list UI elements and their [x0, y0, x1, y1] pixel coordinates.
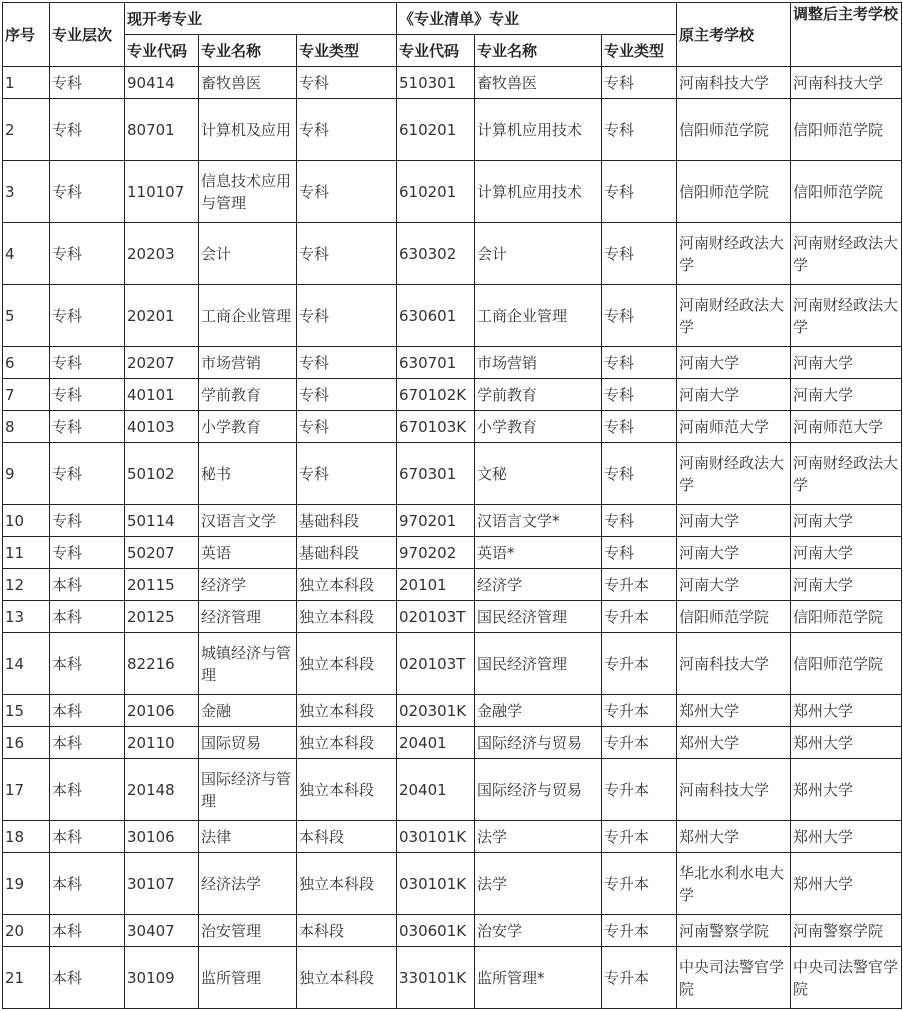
cell-list-type: 专升本 — [602, 915, 677, 947]
cell-seq: 5 — [3, 285, 50, 347]
cell-original-school: 河南财经政法大学 — [677, 443, 791, 505]
cell-current-code: 90414 — [125, 67, 199, 99]
cell-original-school: 信阳师范学院 — [677, 601, 791, 633]
cell-list-code: 030101K — [397, 821, 475, 853]
cell-original-school: 河南大学 — [677, 505, 791, 537]
cell-current-type: 独立本科段 — [297, 601, 397, 633]
cell-current-type: 独立本科段 — [297, 695, 397, 727]
cell-level: 本科 — [50, 601, 125, 633]
cell-current-code: 20106 — [125, 695, 199, 727]
cell-current-code: 30109 — [125, 947, 199, 1009]
cell-level: 专科 — [50, 379, 125, 411]
cell-current-name: 治安管理 — [199, 915, 297, 947]
cell-original-school: 郑州大学 — [677, 695, 791, 727]
cell-seq: 13 — [3, 601, 50, 633]
cell-seq: 8 — [3, 411, 50, 443]
cell-current-name: 法律 — [199, 821, 297, 853]
header-current-code: 专业代码 — [125, 35, 199, 67]
table-row — [3, 379, 902, 411]
cell-list-code: 630701 — [397, 347, 475, 379]
cell-current-code: 20110 — [125, 727, 199, 759]
cell-current-code: 20207 — [125, 347, 199, 379]
cell-list-code: 20401 — [397, 759, 475, 821]
cell-original-school: 河南大学 — [677, 537, 791, 569]
cell-current-name: 经济学 — [199, 569, 297, 601]
cell-seq: 4 — [3, 223, 50, 285]
cell-current-type: 专科 — [297, 285, 397, 347]
cell-current-name: 学前教育 — [199, 379, 297, 411]
cell-level: 本科 — [50, 915, 125, 947]
cell-list-type: 专升本 — [602, 601, 677, 633]
cell-level: 本科 — [50, 695, 125, 727]
table-body — [3, 67, 902, 1009]
cell-level: 本科 — [50, 947, 125, 1009]
cell-list-name: 汉语言文学* — [475, 505, 602, 537]
cell-list-name: 国际经济与贸易 — [475, 759, 602, 821]
table-row — [3, 99, 902, 161]
cell-current-type: 独立本科段 — [297, 569, 397, 601]
cell-adjusted-school: 河南财经政法大学 — [791, 223, 902, 285]
cell-list-name: 计算机应用技术 — [475, 99, 602, 161]
cell-original-school: 中央司法警官学院 — [677, 947, 791, 1009]
cell-current-type: 本科段 — [297, 915, 397, 947]
cell-list-code: 510301 — [397, 67, 475, 99]
cell-current-type: 专科 — [297, 347, 397, 379]
cell-current-type: 独立本科段 — [297, 947, 397, 1009]
cell-adjusted-school: 信阳师范学院 — [791, 99, 902, 161]
table-row — [3, 601, 902, 633]
cell-list-code: 20101 — [397, 569, 475, 601]
header-current-name: 专业名称 — [199, 35, 297, 67]
cell-list-type: 专科 — [602, 67, 677, 99]
cell-list-name: 市场营销 — [475, 347, 602, 379]
cell-list-type: 专科 — [602, 347, 677, 379]
cell-level: 本科 — [50, 821, 125, 853]
cell-list-name: 文秘 — [475, 443, 602, 505]
cell-list-type: 专科 — [602, 379, 677, 411]
cell-list-type: 专科 — [602, 161, 677, 223]
cell-level: 本科 — [50, 569, 125, 601]
cell-original-school: 华北水利水电大学 — [677, 853, 791, 915]
cell-list-type: 专升本 — [602, 695, 677, 727]
cell-current-name: 小学教育 — [199, 411, 297, 443]
cell-current-code: 50207 — [125, 537, 199, 569]
cell-list-name: 小学教育 — [475, 411, 602, 443]
table-row — [3, 223, 902, 285]
cell-list-name: 工商企业管理 — [475, 285, 602, 347]
cell-list-name: 学前教育 — [475, 379, 602, 411]
cell-seq: 6 — [3, 347, 50, 379]
cell-level: 专科 — [50, 537, 125, 569]
cell-current-name: 城镇经济与管理 — [199, 633, 297, 695]
cell-level: 专科 — [50, 99, 125, 161]
cell-level: 本科 — [50, 727, 125, 759]
cell-original-school: 河南科技大学 — [677, 67, 791, 99]
cell-level: 专科 — [50, 411, 125, 443]
cell-list-code: 20401 — [397, 727, 475, 759]
header-adjusted-school: 调整后主考学校 — [791, 3, 902, 67]
cell-list-code: 970202 — [397, 537, 475, 569]
cell-list-type: 专升本 — [602, 633, 677, 695]
cell-adjusted-school: 郑州大学 — [791, 759, 902, 821]
cell-current-code: 20203 — [125, 223, 199, 285]
cell-seq: 18 — [3, 821, 50, 853]
cell-list-name: 监所管理* — [475, 947, 602, 1009]
table-row — [3, 947, 902, 1009]
cell-current-type: 独立本科段 — [297, 727, 397, 759]
cell-seq: 9 — [3, 443, 50, 505]
cell-level: 专科 — [50, 347, 125, 379]
cell-level: 本科 — [50, 853, 125, 915]
table-row — [3, 915, 902, 947]
cell-list-name: 治安学 — [475, 915, 602, 947]
cell-list-type: 专升本 — [602, 947, 677, 1009]
cell-current-code: 20148 — [125, 759, 199, 821]
cell-adjusted-school: 郑州大学 — [791, 821, 902, 853]
table-row — [3, 285, 902, 347]
cell-list-name: 经济学 — [475, 569, 602, 601]
cell-list-name: 国民经济管理 — [475, 633, 602, 695]
table-row — [3, 347, 902, 379]
cell-list-type: 专科 — [602, 505, 677, 537]
cell-current-name: 工商企业管理 — [199, 285, 297, 347]
cell-current-code: 40103 — [125, 411, 199, 443]
cell-current-type: 专科 — [297, 379, 397, 411]
cell-list-name: 畜牧兽医 — [475, 67, 602, 99]
cell-adjusted-school: 河南大学 — [791, 347, 902, 379]
table-row — [3, 411, 902, 443]
table-row — [3, 505, 902, 537]
cell-current-code: 30106 — [125, 821, 199, 853]
header-seq: 序号 — [3, 3, 50, 67]
header-list-major-group: 《专业清单》专业 — [397, 3, 677, 35]
header-list-type: 专业类型 — [602, 35, 677, 67]
cell-current-type: 专科 — [297, 223, 397, 285]
cell-current-name: 经济法学 — [199, 853, 297, 915]
cell-original-school: 信阳师范学院 — [677, 99, 791, 161]
cell-seq: 19 — [3, 853, 50, 915]
cell-current-code: 82216 — [125, 633, 199, 695]
cell-seq: 7 — [3, 379, 50, 411]
cell-adjusted-school: 信阳师范学院 — [791, 161, 902, 223]
cell-current-name: 国际经济与管理 — [199, 759, 297, 821]
cell-current-name: 计算机及应用 — [199, 99, 297, 161]
cell-original-school: 河南科技大学 — [677, 633, 791, 695]
cell-current-name: 信息技术应用与管理 — [199, 161, 297, 223]
cell-list-type: 专科 — [602, 411, 677, 443]
cell-list-code: 610201 — [397, 161, 475, 223]
cell-original-school: 河南大学 — [677, 347, 791, 379]
majors-table — [2, 2, 902, 1009]
cell-seq: 2 — [3, 99, 50, 161]
cell-adjusted-school: 河南财经政法大学 — [791, 285, 902, 347]
cell-list-code: 330101K — [397, 947, 475, 1009]
table-row — [3, 695, 902, 727]
cell-original-school: 郑州大学 — [677, 821, 791, 853]
cell-current-type: 基础科段 — [297, 505, 397, 537]
cell-list-name: 金融学 — [475, 695, 602, 727]
cell-original-school: 河南警察学院 — [677, 915, 791, 947]
cell-list-code: 030101K — [397, 853, 475, 915]
cell-seq: 14 — [3, 633, 50, 695]
cell-list-code: 020103T — [397, 601, 475, 633]
cell-seq: 3 — [3, 161, 50, 223]
cell-level: 专科 — [50, 443, 125, 505]
cell-list-type: 专升本 — [602, 821, 677, 853]
table-row — [3, 443, 902, 505]
cell-seq: 15 — [3, 695, 50, 727]
cell-list-type: 专升本 — [602, 569, 677, 601]
cell-list-code: 670103K — [397, 411, 475, 443]
cell-current-name: 英语 — [199, 537, 297, 569]
header-current-major-group: 现开考专业 — [125, 3, 397, 35]
cell-current-type: 本科段 — [297, 821, 397, 853]
cell-seq: 1 — [3, 67, 50, 99]
cell-level: 专科 — [50, 161, 125, 223]
cell-current-code: 30107 — [125, 853, 199, 915]
cell-seq: 12 — [3, 569, 50, 601]
cell-list-code: 670301 — [397, 443, 475, 505]
cell-list-type: 专科 — [602, 223, 677, 285]
table-row — [3, 821, 902, 853]
cell-current-type: 专科 — [297, 161, 397, 223]
cell-list-name: 会计 — [475, 223, 602, 285]
cell-original-school: 河南财经政法大学 — [677, 285, 791, 347]
cell-list-name: 法学 — [475, 821, 602, 853]
cell-adjusted-school: 郑州大学 — [791, 695, 902, 727]
cell-current-name: 监所管理 — [199, 947, 297, 1009]
cell-adjusted-school: 郑州大学 — [791, 727, 902, 759]
cell-seq: 16 — [3, 727, 50, 759]
cell-list-code: 670102K — [397, 379, 475, 411]
cell-current-type: 专科 — [297, 411, 397, 443]
cell-current-code: 20125 — [125, 601, 199, 633]
cell-adjusted-school: 信阳师范学院 — [791, 633, 902, 695]
cell-adjusted-school: 河南警察学院 — [791, 915, 902, 947]
cell-original-school: 河南大学 — [677, 569, 791, 601]
cell-current-type: 独立本科段 — [297, 633, 397, 695]
cell-list-name: 法学 — [475, 853, 602, 915]
table-row — [3, 67, 902, 99]
cell-list-code: 020301K — [397, 695, 475, 727]
cell-original-school: 郑州大学 — [677, 727, 791, 759]
cell-list-code: 020103T — [397, 633, 475, 695]
cell-current-type: 独立本科段 — [297, 853, 397, 915]
table-row — [3, 727, 902, 759]
header-level: 专业层次 — [50, 3, 125, 67]
cell-level: 专科 — [50, 67, 125, 99]
header-list-name: 专业名称 — [475, 35, 602, 67]
cell-list-name: 计算机应用技术 — [475, 161, 602, 223]
cell-level: 专科 — [50, 223, 125, 285]
cell-original-school: 河南财经政法大学 — [677, 223, 791, 285]
cell-current-code: 80701 — [125, 99, 199, 161]
cell-list-name: 英语* — [475, 537, 602, 569]
table-row — [3, 161, 902, 223]
cell-list-type: 专升本 — [602, 759, 677, 821]
cell-current-name: 会计 — [199, 223, 297, 285]
cell-current-name: 秘书 — [199, 443, 297, 505]
header-current-type: 专业类型 — [297, 35, 397, 67]
cell-list-code: 630302 — [397, 223, 475, 285]
cell-level: 本科 — [50, 633, 125, 695]
cell-original-school: 河南师范大学 — [677, 411, 791, 443]
cell-seq: 17 — [3, 759, 50, 821]
cell-seq: 10 — [3, 505, 50, 537]
table-row — [3, 759, 902, 821]
cell-current-code: 20115 — [125, 569, 199, 601]
cell-adjusted-school: 河南大学 — [791, 569, 902, 601]
cell-adjusted-school: 河南大学 — [791, 379, 902, 411]
cell-current-name: 市场营销 — [199, 347, 297, 379]
cell-list-name: 国际经济与贸易 — [475, 727, 602, 759]
cell-list-code: 030601K — [397, 915, 475, 947]
cell-adjusted-school: 河南大学 — [791, 537, 902, 569]
cell-current-code: 40101 — [125, 379, 199, 411]
cell-current-type: 独立本科段 — [297, 759, 397, 821]
cell-adjusted-school: 信阳师范学院 — [791, 601, 902, 633]
header-list-code: 专业代码 — [397, 35, 475, 67]
cell-list-name: 国民经济管理 — [475, 601, 602, 633]
cell-current-code: 20201 — [125, 285, 199, 347]
cell-current-code: 50102 — [125, 443, 199, 505]
cell-current-name: 国际贸易 — [199, 727, 297, 759]
cell-adjusted-school: 郑州大学 — [791, 853, 902, 915]
cell-adjusted-school: 中央司法警官学院 — [791, 947, 902, 1009]
cell-list-code: 610201 — [397, 99, 475, 161]
header-original-school: 原主考学校 — [677, 3, 791, 67]
cell-current-name: 畜牧兽医 — [199, 67, 297, 99]
table-row — [3, 569, 902, 601]
cell-level: 专科 — [50, 505, 125, 537]
cell-list-type: 专科 — [602, 443, 677, 505]
cell-current-name: 金融 — [199, 695, 297, 727]
cell-seq: 21 — [3, 947, 50, 1009]
cell-current-code: 30407 — [125, 915, 199, 947]
cell-current-code: 50114 — [125, 505, 199, 537]
cell-original-school: 信阳师范学院 — [677, 161, 791, 223]
cell-current-name: 经济管理 — [199, 601, 297, 633]
cell-seq: 20 — [3, 915, 50, 947]
cell-list-type: 专科 — [602, 537, 677, 569]
cell-adjusted-school: 河南师范大学 — [791, 411, 902, 443]
cell-current-type: 专科 — [297, 67, 397, 99]
cell-adjusted-school: 河南科技大学 — [791, 67, 902, 99]
cell-seq: 11 — [3, 537, 50, 569]
cell-current-name: 汉语言文学 — [199, 505, 297, 537]
cell-current-type: 专科 — [297, 99, 397, 161]
cell-current-type: 基础科段 — [297, 537, 397, 569]
cell-adjusted-school: 河南大学 — [791, 505, 902, 537]
cell-level: 专科 — [50, 285, 125, 347]
table-row — [3, 537, 902, 569]
cell-adjusted-school: 河南财经政法大学 — [791, 443, 902, 505]
cell-list-type: 专科 — [602, 99, 677, 161]
cell-list-type: 专科 — [602, 285, 677, 347]
cell-current-type: 专科 — [297, 443, 397, 505]
cell-original-school: 河南科技大学 — [677, 759, 791, 821]
cell-list-code: 970201 — [397, 505, 475, 537]
table-row — [3, 633, 902, 695]
table-row — [3, 853, 902, 915]
cell-list-type: 专升本 — [602, 727, 677, 759]
cell-original-school: 河南大学 — [677, 379, 791, 411]
cell-level: 本科 — [50, 759, 125, 821]
cell-current-code: 110107 — [125, 161, 199, 223]
cell-list-type: 专升本 — [602, 853, 677, 915]
cell-list-code: 630601 — [397, 285, 475, 347]
